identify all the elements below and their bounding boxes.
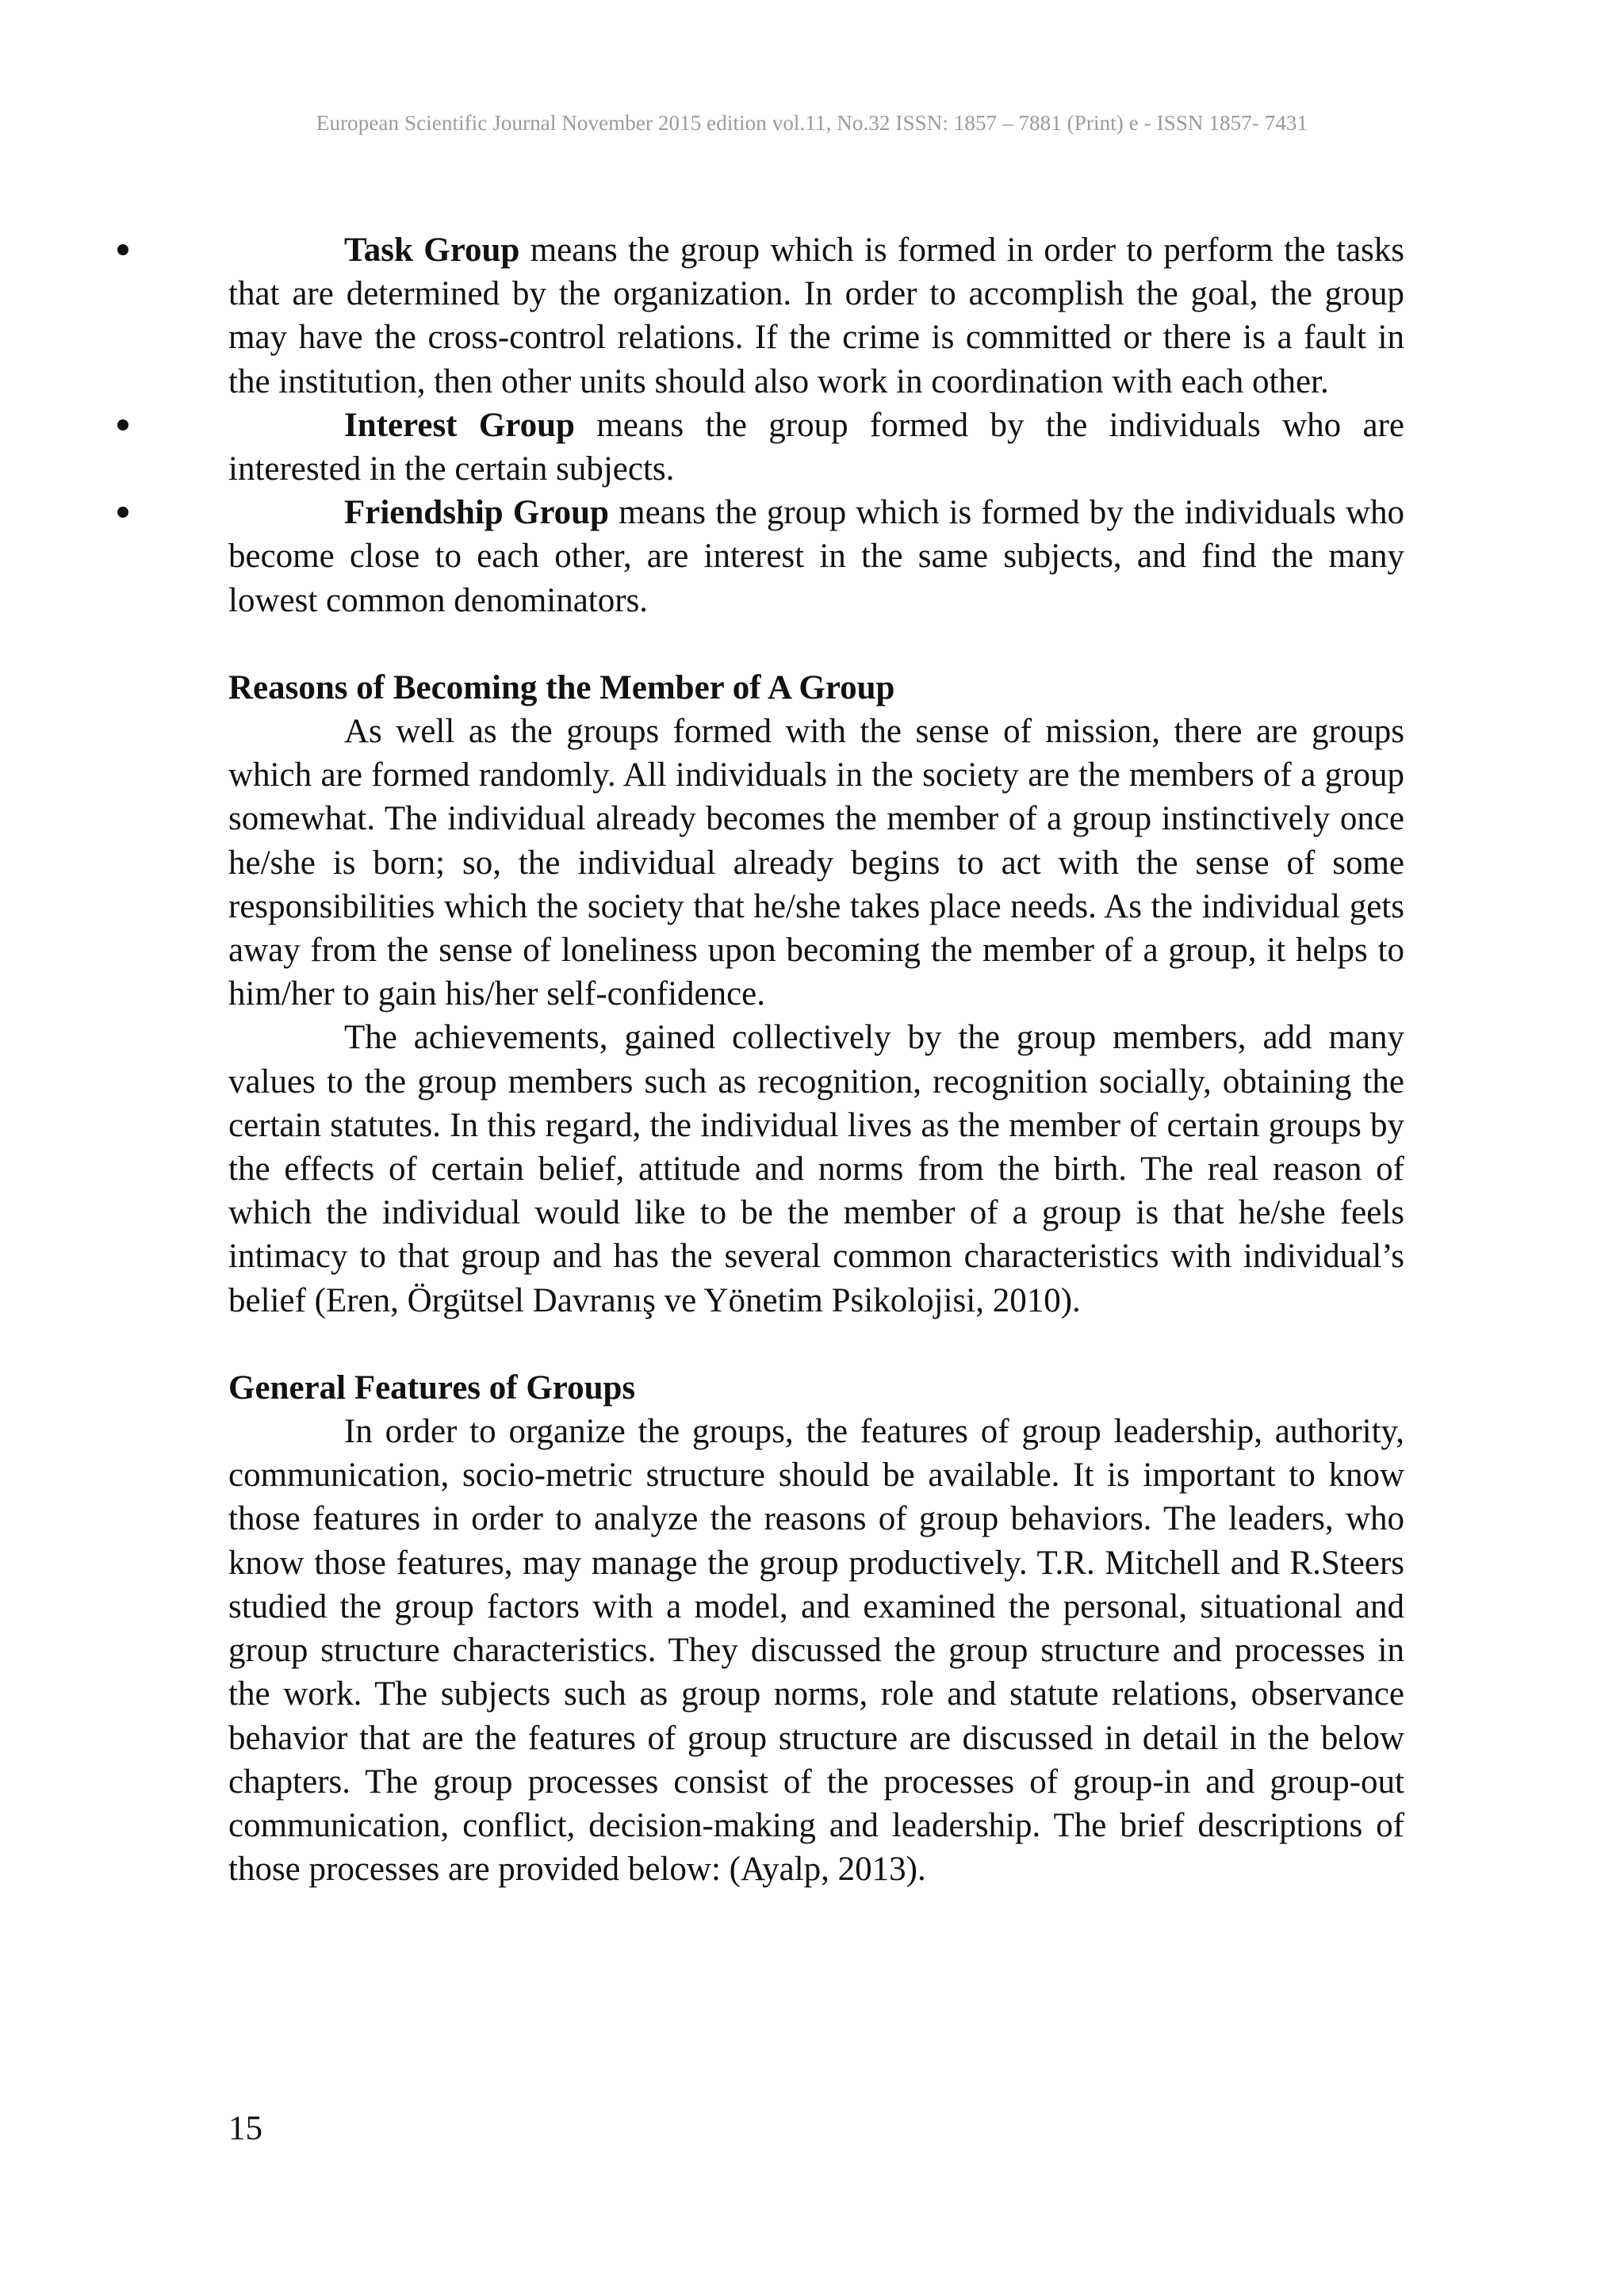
bullet-text: means the group formed by the individuals who are interested in the certain subjects. — [228, 406, 1404, 488]
page-body — [228, 228, 1404, 1891]
journal-header: European Scientific Journal November 2015 edition vol.11, No.32 ISSN: 1857 – 7881 (Print) e - ISSN 1857- 7431 — [316, 111, 1308, 135]
bullet-icon — [113, 404, 228, 447]
section-heading-reasons: Reasons of Becoming the Member of A Group — [228, 668, 895, 706]
bullet-item-friendship-group — [228, 491, 1404, 622]
bullet-term: Task Group — [344, 232, 520, 269]
bullet-item-interest-group — [228, 404, 1404, 491]
bullet-icon — [113, 491, 228, 534]
bullet-icon — [113, 228, 228, 272]
section-heading-general-features: General Features of Groups — [228, 1369, 636, 1407]
paragraph: As well as the groups formed with the sense of mission, there are groups which are formed randomly. All individuals in the society are the members of a group somewhat. The individual already becomes the member of a group instinctively once he/she is born; so, the individual already begins to act with the sense of some responsibilities which the society that he/she takes place needs. As the individual gets away from the sense of loneliness upon becoming the member of a group, it helps to him/her to gain his/her self-confidence. — [228, 713, 1404, 1013]
paragraph: In order to organize the groups, the features of group leadership, authority, communication, socio-metric structure should be available. It is important to know those features in order to analyze the reasons of group behaviors. The leaders, who know those features, may manage the group productively. T.R. Mitchell and R.Steers studied the group factors with a model, and examined the personal, situational and group structure characteristics. They discussed the group structure and processes in the work. The subjects such as group norms, role and statute relations, observance behavior that are the features of group structure are discussed in detail in the below chapters. The group processes consist of the processes of group-in and group-out communication, conflict, decision-making and leadership. The brief descriptions of those processes are provided below: (Ayalp, 2013). — [228, 1413, 1404, 1889]
paragraph: The achievements, gained collectively by the group members, add many values to the group members such as recognition, recognition socially, obtaining the certain statutes. In this regard, the individual lives as the member of certain groups by the effects of certain belief, attitude and norms from the birth. The real reason of which the individual would like to be the member of a group is that he/she feels intimacy to that group and has the several common characteristics with individual’s belief (Eren, Örgütsel Davranış ve Yönetim Psikolojisi, 2010). — [228, 1019, 1404, 1319]
page-number: 15 — [228, 2110, 262, 2147]
bullet-item-task-group — [228, 228, 1404, 404]
bullet-text: means the group which is formed in order to perform the tasks that are determined by the organization. In order to accomplish the goal, the group may have the cross-control relations. If the crime is committed or there is a fault in the institution, then other units should also work in coordination with each other. — [228, 232, 1405, 400]
bullet-term: Friendship Group — [344, 494, 609, 532]
bullet-text: means the group which is formed by the individuals who become close to each other, are interest in the same subjects, and find the many lowest common denominators. — [228, 494, 1404, 619]
bullet-term: Interest Group — [344, 406, 575, 444]
